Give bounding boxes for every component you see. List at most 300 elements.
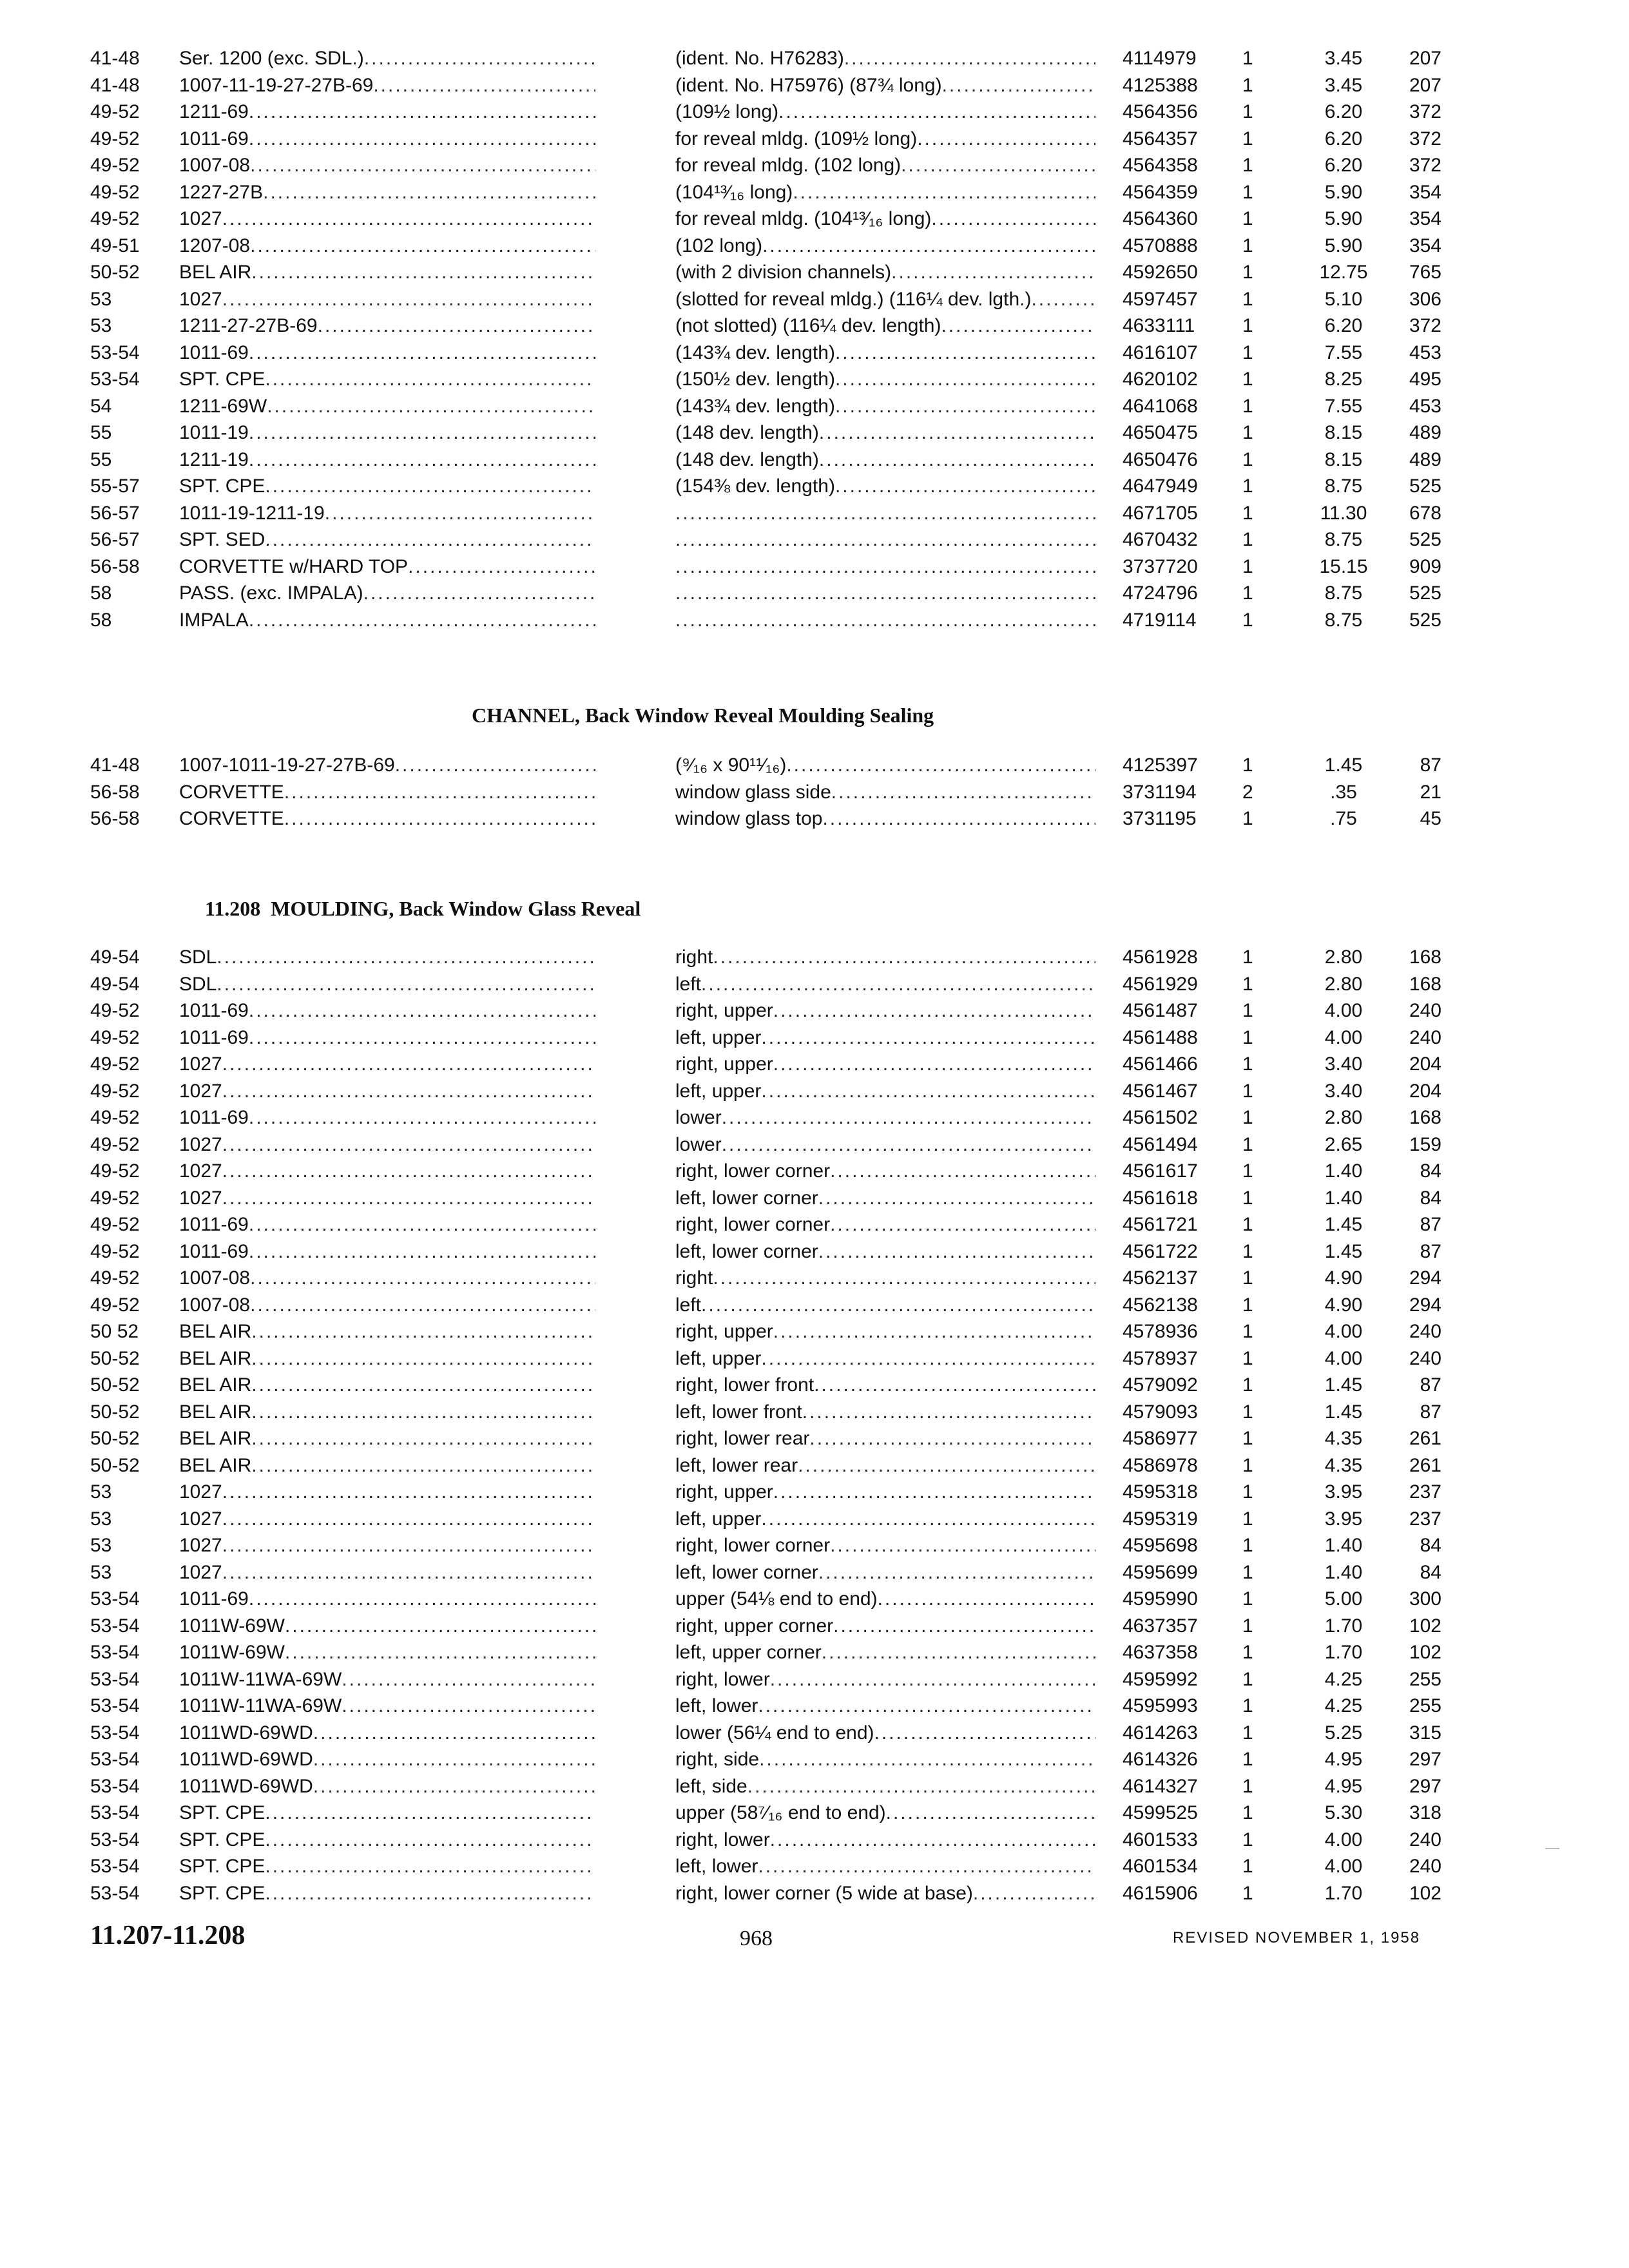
- table-row: [0, 1479, 1629, 1506]
- leader-dots: [819, 447, 1095, 474]
- dealer-price: 168: [1409, 1107, 1441, 1128]
- part-number: 4595698: [1123, 1535, 1198, 1556]
- leader-dots: [250, 152, 595, 179]
- part-number: 4614326: [1123, 1749, 1198, 1770]
- dealer-price: 84: [1420, 1535, 1441, 1556]
- list-price: 15.15: [1319, 555, 1368, 577]
- part-number: 4561467: [1123, 1080, 1198, 1102]
- leader-dots: [878, 1586, 1095, 1613]
- model-name: SPT. CPE: [179, 1882, 265, 1904]
- part-number: 4670432: [1123, 529, 1198, 550]
- leader-dots: [917, 126, 1095, 153]
- model-cell: [179, 1693, 595, 1720]
- quantity: 1: [1242, 1053, 1253, 1075]
- leader-dots: [249, 99, 595, 126]
- table-row: [0, 233, 1629, 260]
- list-price: 5.00: [1324, 1588, 1363, 1610]
- leader-dots: [802, 1399, 1095, 1426]
- quantity: 1: [1242, 1321, 1253, 1342]
- leader-dots: [675, 526, 1095, 553]
- leader-dots: [809, 1425, 1095, 1452]
- leader-dots: [822, 805, 1095, 832]
- description: left, lower corner: [675, 1240, 818, 1262]
- list-price: 3.40: [1324, 1053, 1363, 1075]
- leader-dots: [250, 233, 595, 260]
- model-cell: [179, 526, 595, 553]
- model-cell: [179, 1827, 595, 1854]
- quantity: 1: [1242, 1588, 1253, 1610]
- year-range: 49-52: [90, 1294, 140, 1316]
- year-range: 56-58: [90, 781, 140, 803]
- description-cell: [675, 1479, 1095, 1506]
- part-number: 4586977: [1123, 1428, 1198, 1449]
- leader-dots: [222, 1559, 595, 1586]
- leader-dots: [222, 1506, 595, 1533]
- table-row: [0, 971, 1629, 998]
- leader-dots: [222, 1185, 595, 1212]
- quantity: 1: [1242, 609, 1253, 631]
- table-row: [0, 1158, 1629, 1185]
- list-price: 3.45: [1324, 48, 1363, 69]
- leader-dots: [773, 997, 1095, 1024]
- description: right, lower: [675, 1668, 770, 1690]
- footer-page-number: 968: [740, 1927, 773, 1950]
- model-name: SPT. CPE: [179, 1856, 265, 1877]
- model-cell: [179, 1479, 595, 1506]
- description-cell: [675, 1265, 1095, 1292]
- model-name: 1011-19-1211-19: [179, 502, 325, 524]
- table-row: [0, 1211, 1629, 1238]
- description-cell: [675, 1586, 1095, 1613]
- part-number: 4125388: [1123, 74, 1198, 96]
- leader-dots: [249, 1238, 595, 1265]
- year-range: 49-52: [90, 1160, 140, 1182]
- quantity: 1: [1242, 555, 1253, 577]
- description-cell: [675, 500, 1095, 527]
- model-name: 1011W-69W: [179, 1642, 285, 1663]
- model-name: 1011WD-69WD: [179, 1722, 313, 1744]
- list-price: 8.75: [1324, 609, 1363, 631]
- model-cell: [179, 233, 595, 260]
- model-name: 1027: [179, 1481, 222, 1503]
- list-price: 7.55: [1324, 341, 1363, 363]
- leader-dots: [251, 1345, 595, 1372]
- list-price: 1.45: [1324, 1214, 1363, 1235]
- quantity: 1: [1242, 1240, 1253, 1262]
- year-range: 53: [90, 1535, 112, 1556]
- dealer-price: 525: [1409, 582, 1441, 604]
- model-cell: [179, 1452, 595, 1479]
- description-cell: [675, 233, 1095, 260]
- year-range: 49-52: [90, 1133, 140, 1155]
- leader-dots: [874, 1720, 1095, 1747]
- leader-dots: [1031, 286, 1095, 313]
- leader-dots: [284, 805, 595, 832]
- description: lower: [675, 1133, 722, 1155]
- quantity: 1: [1242, 1267, 1253, 1289]
- part-number: 4564360: [1123, 208, 1198, 229]
- dealer-price: 453: [1409, 341, 1441, 363]
- dealer-price: 261: [1409, 1428, 1441, 1449]
- leader-dots: [830, 1158, 1095, 1185]
- table-row: [0, 206, 1629, 233]
- model-cell: [179, 779, 595, 806]
- table-row: [0, 580, 1629, 607]
- list-price: 1.70: [1324, 1642, 1363, 1663]
- year-range: 55-57: [90, 476, 140, 497]
- table-row: [0, 607, 1629, 634]
- list-price: 1.40: [1324, 1187, 1363, 1209]
- dealer-price: 240: [1409, 1000, 1441, 1021]
- description-cell: [675, 1693, 1095, 1720]
- model-cell: [179, 1211, 595, 1238]
- table-row: [0, 1586, 1629, 1613]
- part-number: 4561618: [1123, 1187, 1198, 1209]
- leader-dots: [249, 997, 595, 1024]
- model-cell: [179, 419, 595, 447]
- quantity: 1: [1242, 1347, 1253, 1369]
- leader-dots: [313, 1773, 595, 1800]
- table-row: [0, 366, 1629, 393]
- year-range: 56-57: [90, 529, 140, 550]
- leader-dots: [313, 1746, 595, 1773]
- model-name: BEL AIR: [179, 1347, 252, 1369]
- model-cell: [179, 179, 595, 206]
- model-cell: [179, 366, 595, 393]
- model-cell: [179, 1773, 595, 1800]
- description: right, lower corner: [675, 1535, 831, 1556]
- model-name: 1011-19: [179, 422, 249, 443]
- leader-dots: [249, 340, 595, 367]
- leader-dots: [325, 500, 595, 527]
- dealer-price: 297: [1409, 1749, 1441, 1770]
- dealer-price: 84: [1420, 1187, 1441, 1209]
- leader-dots: [713, 944, 1095, 971]
- table-row: [0, 393, 1629, 420]
- description: (154⅜ dev. length): [675, 476, 835, 497]
- leader-dots: [249, 1586, 595, 1613]
- model-name: BEL AIR: [179, 1321, 252, 1342]
- part-number: 4641068: [1123, 395, 1198, 417]
- model-name: IMPALA: [179, 609, 249, 631]
- leader-dots: [713, 1265, 1095, 1292]
- description-cell: [675, 1292, 1095, 1319]
- year-range: 53-54: [90, 1722, 140, 1744]
- description: (143¾ dev. length): [675, 395, 835, 417]
- table-row: [0, 752, 1629, 779]
- part-number: 4125397: [1123, 754, 1198, 776]
- quantity: 1: [1242, 1214, 1253, 1235]
- description-cell: [675, 1532, 1095, 1559]
- dealer-price: 372: [1409, 315, 1441, 336]
- year-range: 54: [90, 395, 112, 417]
- description-cell: [675, 473, 1095, 500]
- list-price: 12.75: [1319, 262, 1368, 283]
- part-number: 4637358: [1123, 1642, 1198, 1663]
- leader-dots: [342, 1666, 595, 1693]
- leader-dots: [265, 473, 595, 500]
- leader-dots: [831, 779, 1095, 806]
- year-range: 53-54: [90, 1695, 140, 1716]
- dealer-price: 315: [1409, 1722, 1441, 1744]
- year-range: 49-54: [90, 947, 140, 968]
- model-cell: [179, 72, 595, 99]
- quantity: 1: [1242, 1454, 1253, 1476]
- list-price: 5.10: [1324, 288, 1363, 310]
- leader-dots: [675, 553, 1095, 581]
- list-price: 4.00: [1324, 1856, 1363, 1877]
- description-cell: [675, 971, 1095, 998]
- model-name: 1027: [179, 1160, 222, 1182]
- description: right, upper: [675, 1053, 773, 1075]
- description-cell: [675, 1051, 1095, 1078]
- part-number: 4614263: [1123, 1722, 1198, 1744]
- leader-dots: [265, 1880, 595, 1907]
- description: for reveal mldg. (109½ long): [675, 128, 918, 149]
- description: left, lower front: [675, 1401, 802, 1423]
- quantity: 1: [1242, 181, 1253, 203]
- dealer-price: 354: [1409, 208, 1441, 229]
- leader-dots: [222, 1158, 595, 1185]
- list-price: 3.95: [1324, 1508, 1363, 1530]
- list-price: 1.70: [1324, 1615, 1363, 1637]
- quantity: 1: [1242, 502, 1253, 524]
- leader-dots: [249, 447, 595, 474]
- description-cell: [675, 553, 1095, 581]
- part-number: 4601533: [1123, 1829, 1198, 1850]
- model-cell: [179, 99, 595, 126]
- description-cell: [675, 312, 1095, 340]
- table-row: [0, 259, 1629, 286]
- description-cell: [675, 1827, 1095, 1854]
- model-cell: [179, 447, 595, 474]
- leader-dots: [265, 526, 595, 553]
- model-cell: [179, 1399, 595, 1426]
- part-number: 4595319: [1123, 1508, 1198, 1530]
- leader-dots: [313, 1720, 595, 1747]
- quantity: 1: [1242, 1294, 1253, 1316]
- part-number: 4592650: [1123, 262, 1198, 283]
- dealer-price: 354: [1409, 235, 1441, 256]
- quantity: 1: [1242, 973, 1253, 995]
- quantity: 1: [1242, 1802, 1253, 1823]
- description-cell: [675, 99, 1095, 126]
- description: right, lower front: [675, 1374, 815, 1396]
- list-price: 4.00: [1324, 1321, 1363, 1342]
- year-range: 41-48: [90, 48, 140, 69]
- leader-dots: [675, 607, 1095, 634]
- dealer-price: 765: [1409, 262, 1441, 283]
- year-range: 49-52: [90, 1026, 140, 1048]
- model-name: CORVETTE: [179, 808, 284, 829]
- leader-dots: [251, 1318, 595, 1345]
- description-cell: [675, 607, 1095, 634]
- part-number: 4561502: [1123, 1107, 1198, 1128]
- leader-dots: [818, 1238, 1095, 1265]
- leader-dots: [222, 1078, 595, 1105]
- description-cell: [675, 1158, 1095, 1185]
- year-range: 49-54: [90, 973, 140, 995]
- part-number: 4564356: [1123, 101, 1198, 122]
- description-cell: [675, 1024, 1095, 1052]
- quantity: 1: [1242, 1561, 1253, 1583]
- part-number: 4599525: [1123, 1802, 1198, 1823]
- quantity: 1: [1242, 208, 1253, 229]
- description-cell: [675, 393, 1095, 420]
- list-price: 4.35: [1324, 1428, 1363, 1449]
- part-number: 4595318: [1123, 1481, 1198, 1503]
- description-cell: [675, 45, 1095, 72]
- part-number: 3737720: [1123, 555, 1198, 577]
- list-price: .35: [1330, 781, 1357, 803]
- model-name: SPT. CPE: [179, 476, 265, 497]
- list-price: 1.70: [1324, 1882, 1363, 1904]
- description-cell: [675, 72, 1095, 99]
- leader-dots: [773, 1479, 1095, 1506]
- list-price: 1.45: [1324, 1374, 1363, 1396]
- year-range: 56-57: [90, 502, 140, 524]
- part-number: 4633111: [1123, 315, 1195, 336]
- part-number: 4564357: [1123, 128, 1198, 149]
- table-row: [0, 1613, 1629, 1640]
- dealer-price: 354: [1409, 181, 1441, 203]
- description: (slotted for reveal mldg.) (116¼ dev. lgth.): [675, 288, 1032, 310]
- dealer-price: 255: [1409, 1668, 1441, 1690]
- leader-dots: [249, 607, 595, 634]
- quantity: 1: [1242, 48, 1253, 69]
- model-cell: [179, 1425, 595, 1452]
- dealer-price: 87: [1420, 1214, 1441, 1235]
- dealer-price: 372: [1409, 155, 1441, 176]
- model-cell: [179, 1853, 595, 1880]
- description: left, lower rear: [675, 1454, 798, 1476]
- part-number: 4579093: [1123, 1401, 1198, 1423]
- year-range: 49-52: [90, 155, 140, 176]
- description-cell: [675, 752, 1095, 779]
- part-number: 4562137: [1123, 1267, 1198, 1289]
- part-number: 4616107: [1123, 341, 1198, 363]
- model-cell: [179, 1613, 595, 1640]
- footer-section-range: 11.207-11.208: [90, 1921, 246, 1950]
- leader-dots: [408, 553, 595, 581]
- list-price: 1.40: [1324, 1561, 1363, 1583]
- leader-dots: [941, 312, 1095, 340]
- part-number: 4114979: [1123, 48, 1197, 69]
- leader-dots: [759, 1746, 1095, 1773]
- year-range: 49-52: [90, 181, 140, 203]
- quantity: 1: [1242, 341, 1253, 363]
- model-name: SPT. CPE: [179, 1829, 265, 1850]
- description-cell: [675, 1345, 1095, 1372]
- list-price: 1.40: [1324, 1535, 1363, 1556]
- leader-dots: [835, 340, 1095, 367]
- section-back-window-frame-list: [0, 45, 1629, 633]
- description-cell: [675, 997, 1095, 1024]
- description: (ident. No. H75976) (87¾ long): [675, 74, 942, 96]
- quantity: 1: [1242, 1026, 1253, 1048]
- dealer-price: 525: [1409, 476, 1441, 497]
- part-number: 4561487: [1123, 1000, 1198, 1021]
- quantity: 1: [1242, 448, 1253, 470]
- table-row: [0, 1024, 1629, 1052]
- description: left, side: [675, 1775, 747, 1797]
- year-range: 49-52: [90, 101, 140, 122]
- quantity: 1: [1242, 1722, 1253, 1744]
- description-cell: [675, 526, 1095, 553]
- leader-dots: [773, 1051, 1095, 1078]
- description-cell: [675, 259, 1095, 286]
- list-price: 8.15: [1324, 422, 1363, 443]
- model-cell: [179, 126, 595, 153]
- quantity: 1: [1242, 1107, 1253, 1128]
- year-range: 53: [90, 1561, 112, 1583]
- quantity: 1: [1242, 529, 1253, 550]
- section-heading-moulding: 11.208 MOULDING, Back Window Glass Reveal: [205, 897, 641, 920]
- model-name: BEL AIR: [179, 262, 252, 283]
- model-cell: [179, 1746, 595, 1773]
- quantity: 1: [1242, 1080, 1253, 1102]
- leader-dots: [222, 1479, 595, 1506]
- quantity: 1: [1242, 1829, 1253, 1850]
- part-number: 4561929: [1123, 973, 1198, 995]
- description: (102 long): [675, 235, 763, 256]
- year-range: 49-52: [90, 1240, 140, 1262]
- part-number: 4671705: [1123, 502, 1198, 524]
- part-number: 4595992: [1123, 1668, 1198, 1690]
- model-cell: [179, 1292, 595, 1319]
- list-price: 4.00: [1324, 1347, 1363, 1369]
- leader-dots: [222, 206, 595, 233]
- quantity: 1: [1242, 1000, 1253, 1021]
- description-cell: [675, 1559, 1095, 1586]
- list-price: 5.25: [1324, 1722, 1363, 1744]
- dealer-price: 207: [1409, 74, 1441, 96]
- leader-dots: [770, 1666, 1095, 1693]
- model-name: BEL AIR: [179, 1374, 252, 1396]
- model-name: 1011-69: [179, 128, 249, 149]
- model-cell: [179, 1666, 595, 1693]
- description-cell: [675, 1238, 1095, 1265]
- part-number: 4615906: [1123, 1882, 1198, 1904]
- part-number: 4650476: [1123, 448, 1198, 470]
- description-cell: [675, 779, 1095, 806]
- leader-dots: [364, 45, 595, 72]
- dealer-price: 237: [1409, 1481, 1441, 1503]
- part-number: 4561928: [1123, 947, 1198, 968]
- dealer-price: 525: [1409, 609, 1441, 631]
- description-cell: [675, 1185, 1095, 1212]
- model-name: SPT. CPE: [179, 1802, 265, 1823]
- year-range: 53: [90, 288, 112, 310]
- dealer-price: 495: [1409, 369, 1441, 390]
- model-cell: [179, 1158, 595, 1185]
- table-row: [0, 779, 1629, 806]
- part-number: 4650475: [1123, 422, 1198, 443]
- model-cell: [179, 1051, 595, 1078]
- table-row: [0, 1773, 1629, 1800]
- dealer-price: 909: [1409, 555, 1441, 577]
- leader-dots: [250, 1265, 595, 1292]
- dealer-price: 240: [1409, 1026, 1441, 1048]
- year-range: 53-54: [90, 1588, 140, 1610]
- year-range: 53-54: [90, 1668, 140, 1690]
- leader-dots: [886, 1800, 1095, 1827]
- quantity: 1: [1242, 1428, 1253, 1449]
- model-name: 1211-69: [179, 101, 249, 122]
- list-price: 5.90: [1324, 208, 1363, 229]
- model-name: 1027: [179, 1535, 222, 1556]
- model-name: 1011-69: [179, 1107, 249, 1128]
